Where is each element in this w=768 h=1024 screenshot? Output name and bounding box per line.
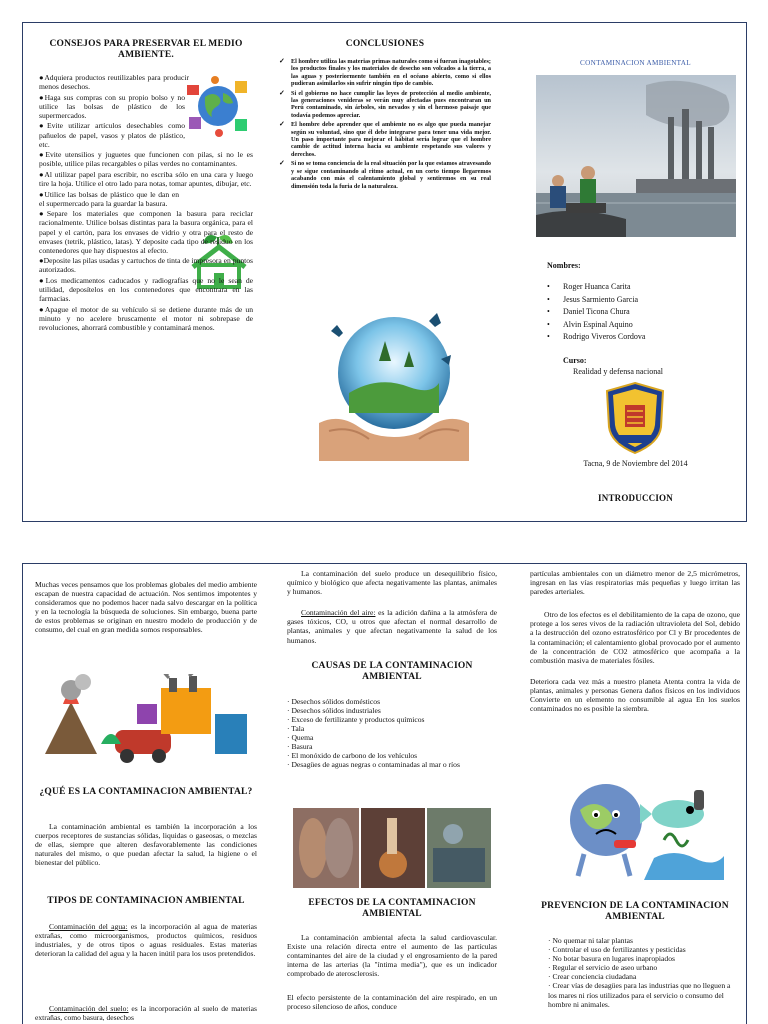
consejo-item: ●Utilice las bolsas de plástico que le dan en el supermercado para la guardar la basura. bbox=[39, 189, 179, 208]
prevencion-item: · No botar basura en lugares inapropiados bbox=[548, 954, 738, 963]
inside-column-2 bbox=[287, 564, 497, 1024]
efectos-p1: La contaminación ambiental afecta la salud cardiovascular. Existe una relación directa entre el aumento de las partículas contaminantes del aire de la ciudad y el engrosamiento de la pared interna de las arterias (la "íntima media"), que es un indicador comprobado de aterosclerosis. bbox=[287, 933, 497, 979]
aire-paragraph bbox=[287, 608, 497, 644]
conclusiones-column bbox=[279, 23, 491, 521]
prevencion-list bbox=[548, 936, 738, 1009]
prevencion-item: · Controlar el uso de fertilizantes y pesticidas bbox=[548, 945, 738, 954]
prevencion-item: · Crear conciencia ciudadana bbox=[548, 972, 738, 981]
consejo-item: ●Los medicamentos caducados y radiografías que no le sean de utilidad, deposítelos en los contenedores que encontrara en las farmacias. bbox=[39, 275, 253, 304]
suelo-paragraph bbox=[35, 1004, 257, 1022]
conclusion-item: ✓ Si no se toma conciencia de la real situación por la que estamos atravesando y se sigue contaminando al ritmo actual, en un corto tiempo llegaremos acabando con más el calentamiento global y sentiremos en su real dimensión toda la furia de la naturaleza. bbox=[279, 160, 491, 190]
pollution-factory-photo bbox=[536, 75, 736, 237]
conclusiones-list bbox=[279, 58, 491, 190]
causa-item: · Desechos sólidos domésticos bbox=[287, 697, 497, 706]
hands-holding-earth-image bbox=[319, 301, 469, 461]
prevencion-heading: PREVENCION DE LA CONTAMINACION AMBIENTAL bbox=[541, 901, 729, 922]
efectos-heading: EFECTOS DE LA CONTAMINACION AMBIENTAL bbox=[308, 898, 476, 919]
causa-item: · Desagües de aguas negras o contaminadas al mar o ríos bbox=[287, 760, 497, 769]
aire-text: es la adición dañina a la atmósfera de gases tóxicos, CO, u otros que afectan el normal desarrollo de plantas, animales y que afectan negativamente la salud de los humanos. bbox=[287, 608, 497, 645]
sick-earth-cartoon bbox=[554, 770, 724, 880]
causa-item: · Desechos sólidos industriales bbox=[287, 706, 497, 715]
consejos-list bbox=[39, 73, 253, 334]
agua-text: es la incorporación al agua de materias extrañas, como microorganismos, productos químicos, residuos industriales, y de otros tipos o aguas residuales. Estas materias deterioran la calidad del agua y la hacen inútil para los usos pretendidos. bbox=[35, 922, 257, 959]
conclusiones-heading: CONCLUSIONES bbox=[345, 39, 425, 49]
intro-text: Muchas veces pensamos que los problemas globales del medio ambiente escapan de nuestra capacidad de actuación. Nos sentimos impotentes y consideramos que no podemos hacer nada salvo descargar en la política y en la tecnología la búsqueda de soluciones. Sin embargo, buena parte de estos problemas se originan en nuestro modelo de producción y de consumo, del cual en gran medida somos responsables. bbox=[35, 580, 257, 635]
causa-item: · Basura bbox=[287, 742, 497, 751]
consejo-item: ●Evite utensilios y juguetes que funcionen con pilas, si no le es posible, utilice pilas recargables o pilas verdes no contaminantes. bbox=[39, 150, 253, 169]
consejo-item: ●Adquiera productos reutilizables para producir menos desechos. bbox=[39, 73, 189, 92]
consejo-item: ●Haga sus compras con su propio bolso y no utilice las bolsas de plástico de los supermercados. bbox=[39, 92, 185, 120]
efectos-p3: partículas ambientales con un diámetro menor de 2,5 micrómetros, ingresan en las vías respiratorias más pequeñas y luego irritan las paredes arteriales. bbox=[530, 569, 740, 597]
nombre-item: • Rodrigo Viveros Cordova bbox=[547, 331, 737, 344]
nombres-label: Nombres: bbox=[547, 261, 581, 270]
nombre-item: • Alvin Espinal Aquino bbox=[547, 319, 737, 332]
consejos-heading: CONSEJOS PARA PRESERVAR EL MEDIO AMBIENTE. bbox=[49, 39, 243, 60]
nombre-item: • Jesus Sarmiento Garcia bbox=[547, 294, 737, 307]
tipos-heading: TIPOS DE CONTAMINACION AMBIENTAL bbox=[47, 896, 245, 906]
causa-item: · Exceso de fertilizante y productos químicos bbox=[287, 715, 497, 724]
pollution-sources-illustration bbox=[41, 674, 251, 766]
contamination-photos-collage bbox=[293, 808, 491, 888]
consejo-item: ●Separe los materiales que componen la basura para reciclar racionalmente. Utilice bolsas distintas para la basura orgánica, para el papel y el cartón, para los envases de vidrio y otra para el resto de envases (tetrik, plástico, latas). Y deposite cada tipo de residuo en los contenedores que hay dispuestos al efecto. bbox=[39, 209, 253, 255]
conclusion-item: ✓ Si el gobierno no hace cumplir las leyes de protección al medio ambiente, las generaciones venideras se verán muy afectadas pues encontraran un Perú contaminado, sin árboles, sin nevados y sin el hermoso paisaje que todavía podemos apreciar. bbox=[279, 90, 491, 120]
brochure-page-inside bbox=[22, 563, 747, 1024]
agua-paragraph bbox=[35, 922, 257, 958]
que-es-text: La contaminación ambiental es también la incorporación a los cuerpos receptores de sustancias sólidas, liquidas o gaseosas, o mezclas de ellas, siempre que alteren desfavorablemente las condiciones naturales del mismo, o que puedan afectar la salud, la higiene o el bienestar del público. bbox=[35, 822, 257, 868]
prevencion-item: · Regular el servicio de aseo urbano bbox=[548, 963, 738, 972]
consejos-column bbox=[35, 23, 257, 521]
fecha: Tacna, 9 de Noviembre del 2014 bbox=[583, 459, 688, 468]
que-es-heading: ¿QUÉ ES LA CONTAMINACION AMBIENTAL? bbox=[39, 787, 253, 797]
efectos-p2: El efecto persistente de la contaminación del aire respirado, en un proceso silencioso de años, conduce bbox=[287, 993, 497, 1012]
curso-value: Realidad y defensa nacional bbox=[573, 367, 663, 376]
aire-label: Contaminación del aire: bbox=[301, 608, 376, 618]
causas-list bbox=[287, 697, 497, 770]
conclusion-item: ✓ El hombre debe aprender que el ambiente no es algo que pueda manejar según su voluntad, sino que él debe integrarse para tener una vida mejor. Un paso importante para mejorar el hábitat sería lograr que el hombre cambie de actitud interna hacia su ambiente respetando sus valores y derechos. bbox=[279, 121, 491, 158]
portada-title: CONTAMINACION AMBIENTAL bbox=[580, 59, 691, 67]
suelo-label: Contaminación del suelo: bbox=[49, 1004, 129, 1013]
brochure-page-outside bbox=[22, 22, 747, 522]
prevencion-item: · No quemar ni talar plantas bbox=[548, 936, 738, 945]
causa-item: · El monóxido de carbono de los vehículos bbox=[287, 751, 497, 760]
nombre-item: • Roger Huanca Carita bbox=[547, 281, 737, 294]
agua-label: Contaminación del agua: bbox=[49, 922, 128, 931]
nombres-list bbox=[547, 281, 737, 344]
portada-column bbox=[533, 23, 738, 521]
prevencion-item: · Crear vías de desagües para las industrias que no lleguen a los mares ni ríos utilizados para el servicio o consumo del hombre ni animales. bbox=[548, 981, 738, 1008]
consejo-item: ●Evite utilizar artículos desechables como pañuelos de papel, vasos y platos de plástico, etc. bbox=[39, 121, 185, 149]
conclusion-item: ✓ El hombre utiliza las materias primas naturales como si fueran inagotables; los productos finales y los materiales de desecho son volcados a la tierra, a las aguas y posteriormente también en el océano abierto, como si ellos pudieran asimilarlos sin sufrir ningún tipo de cambio. bbox=[279, 58, 491, 88]
causa-item: · Tala bbox=[287, 724, 497, 733]
introduccion-heading: INTRODUCCION bbox=[598, 493, 673, 503]
consejo-item: ●Deposite las pilas usadas y cartuchos de tinta de impresora en puntos autorizados. bbox=[39, 256, 253, 275]
curso-label: Curso: bbox=[563, 356, 587, 365]
suelo-text: es la incorporación al suelo de materias extrañas, como basura, desechos bbox=[35, 1004, 257, 1023]
efectos-p4: Otro de los efectos es el debilitamiento de la capa de ozono, que protege a los seres vivos de la radiación ultravioleta del Sol, debido a la destrucción del ozono estratosférico por Cl y Br procedentes de la contaminación; el calentamiento global provocado por el aumento de la concentración de CO2 atmosférico que acompaña a la combustión masiva de materiales fósiles. bbox=[530, 610, 740, 665]
suelo-continuation: La contaminación del suelo produce un desequilibrio físico, químico y biológico que afecta negativamente las plantas, animales y humanos. bbox=[287, 569, 497, 597]
inside-column-1 bbox=[35, 564, 257, 1024]
nombre-item: • Daniel Ticona Chura bbox=[547, 306, 737, 319]
consejo-item: ●Al utilizar papel para escribir, no escriba sólo en una cara y luego tire la hoja. Utilice el otro lado para notas, tomar apuntes, dibujar, etc. bbox=[39, 169, 253, 189]
causas-heading: CAUSAS DE LA CONTAMINACION AMBIENTAL bbox=[311, 660, 473, 682]
causa-item: · Quema bbox=[287, 733, 497, 742]
consejo-item: ●Apague el motor de su vehículo si se detiene durante más de un minuto y no acelere bruscamente el motor ni sobrepase de revoluciones, ahorrará combustible y contaminará menos. bbox=[39, 304, 253, 332]
efectos-p5: Deteriora cada vez más a nuestro planeta Atenta contra la vida de plantas, animales y personas Genera daños físicos en los individuos Convierte en un elemento no consumible al agua En los suelos contaminados no es posible la siembra. bbox=[530, 676, 740, 714]
inside-column-3 bbox=[530, 564, 740, 1024]
university-seal-logo bbox=[603, 381, 667, 455]
